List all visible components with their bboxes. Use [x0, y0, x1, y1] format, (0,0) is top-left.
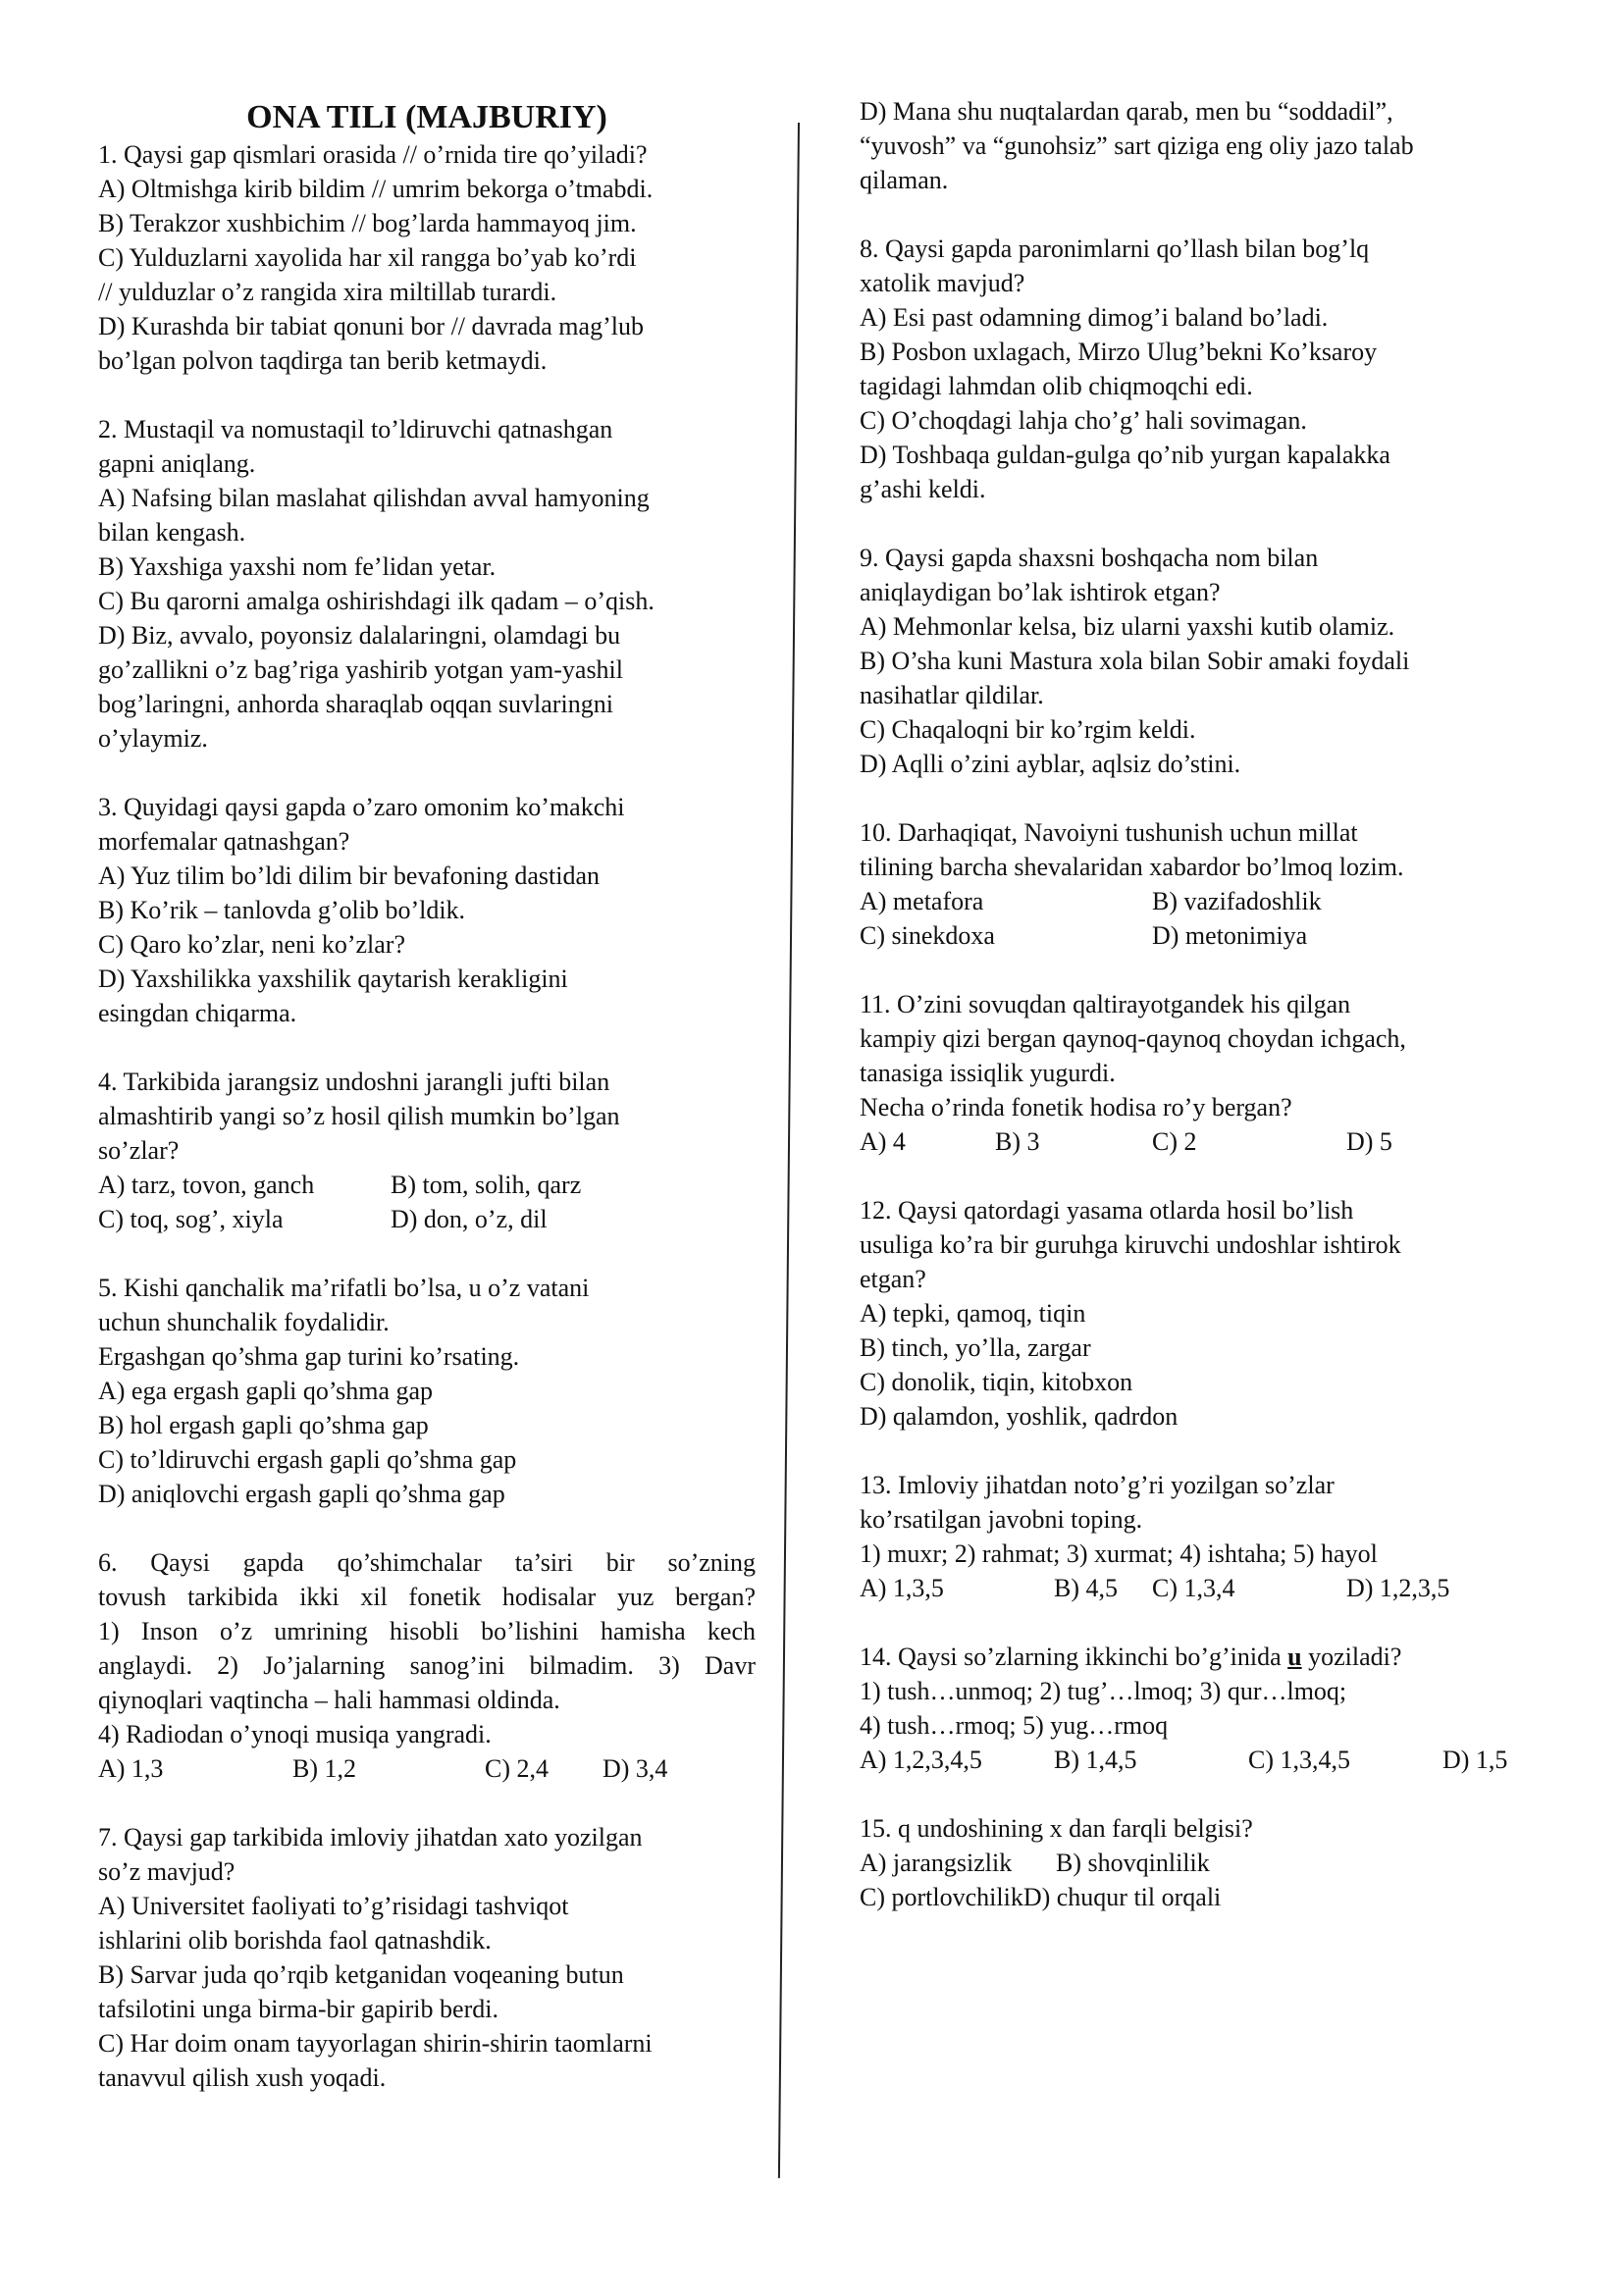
- q2-line: o’ylaymiz.: [98, 724, 208, 753]
- q6-line: 4) Radiodan o’ynoqi musiqa yangradi.: [98, 1720, 492, 1748]
- q6-options-row: [98, 1751, 756, 1786]
- q3-line: esingdan chiqarma.: [98, 999, 297, 1027]
- q7-line: ishlarini olib borishda faol qatnashdik.: [98, 1926, 492, 1955]
- q12-line: 12. Qaysi qatordagi yasama otlarda hosil bo’lish: [860, 1196, 1354, 1225]
- q14-line: 1) tush…unmoq; 2) tug’…lmoq; 3) qur…lmoq;: [860, 1677, 1347, 1705]
- q11-options-row: [860, 1124, 1527, 1159]
- q6-option-b: B) 1,2: [292, 1754, 356, 1783]
- page-title: ONA TILI (MAJBURIY): [246, 99, 607, 135]
- q5-line: 5. Kishi qanchalik ma’rifatli bo’lsa, u o’z vatani: [98, 1274, 590, 1302]
- q12-line: usuliga ko’ra bir guruhga kiruvchi undoshlar ishtirok: [860, 1230, 1401, 1259]
- q7-line: tafsilotini unga birma-bir gapirib berdi.: [98, 1995, 498, 2023]
- q12-line: B) tinch, yo’lla, zargar: [860, 1333, 1091, 1362]
- q6-line: qiynoqlari vaqtincha – hali hammasi oldinda.: [98, 1686, 560, 1714]
- q4-line: 4. Tarkibida jarangsiz undoshni jarangli jufti bilan: [98, 1068, 610, 1096]
- q6-line: 6. Qaysi gapda qo’shimchalar ta’siri bir so’zning: [98, 1548, 756, 1577]
- question-14: [860, 1640, 1527, 1777]
- q10-line: 10. Darhaqiqat, Navoiyni tushunish uchun millat: [860, 818, 1358, 847]
- question-9: [860, 541, 1527, 781]
- q15-option-b: B) shovqinlilik: [1056, 1849, 1210, 1877]
- q8-line: tagidagi lahmdan olib chiqmoqchi edi.: [860, 372, 1253, 400]
- q4-options-row: [98, 1168, 756, 1202]
- q15-options-row: [860, 1880, 1527, 1914]
- q5-line: A) ega ergash gapli qo’shma gap: [98, 1377, 434, 1405]
- q4-option-d: D) don, o’z, dil: [391, 1205, 548, 1233]
- q5-line: uchun shunchalik foydalidir.: [98, 1308, 390, 1336]
- q11-line: Necha o’rinda fonetik hodisa ro’y bergan?: [860, 1093, 1292, 1121]
- q11-line: kampiy qizi bergan qaynoq-qaynoq choydan ichgach,: [860, 1024, 1406, 1053]
- q5-line: B) hol ergash gapli qo’shma gap: [98, 1411, 429, 1439]
- q2-line: D) Biz, avvalo, poyonsiz dalalaringni, olamdagi bu: [98, 621, 621, 650]
- q13-line: 1) muxr; 2) rahmat; 3) xurmat; 4) ishtaha; 5) hayol: [860, 1539, 1378, 1568]
- q6-option-c: C) 2,4: [485, 1754, 549, 1783]
- q1-line: A) Oltmishga kirib bildim // umrim bekorga o’tmabdi.: [98, 175, 654, 203]
- q7-line: A) Universitet faoliyati to’g’risidagi tashviqot: [98, 1892, 569, 1920]
- question-6: [98, 1545, 756, 1786]
- q3-line: A) Yuz tilim bo’ldi dilim bir bevafoning dastidan: [98, 861, 601, 890]
- question-15: [860, 1811, 1527, 1914]
- q2-line: C) Bu qarorni amalga oshirishdagi ilk qadam – o’qish.: [98, 587, 655, 615]
- q4-line: almashtirib yangi so’z hosil qilish mumkin bo’lgan: [98, 1102, 620, 1130]
- q14-option-d: D) 1,5: [1442, 1746, 1508, 1774]
- q7-cont-line: “yuvosh” va “gunohsiz” sart qiziga eng oliy jazo talab: [860, 131, 1414, 160]
- q8-line: D) Toshbaqa guldan-gulga qo’nib yurgan kapalakka: [860, 441, 1390, 469]
- q7-line: 7. Qaysi gap tarkibida imloviy jihatdan xato yozilgan: [98, 1823, 643, 1852]
- q13-option-c: C) 1,3,4: [1152, 1574, 1235, 1602]
- q1-line: 1. Qaysi gap qismlari orasida // o’rnida tire qo’yiladi?: [98, 140, 648, 169]
- q8-line: C) O’choqdagi lahja cho’g’ hali sovimagan.: [860, 406, 1307, 435]
- q8-line: g’ashi keldi.: [860, 475, 986, 503]
- q2-line: gapni aniqlang.: [98, 449, 256, 478]
- q14-option-b: B) 1,4,5: [1054, 1746, 1137, 1774]
- question-5: [98, 1271, 756, 1511]
- question-7-continued: [860, 94, 1527, 197]
- question-12: [860, 1193, 1527, 1434]
- q10-option-a: A) metafora: [860, 887, 984, 915]
- q3-line: B) Ko’rik – tanlovda g’olib bo’ldik.: [98, 896, 466, 924]
- q14-option-c: C) 1,3,4,5: [1248, 1746, 1350, 1774]
- q14-stem-letter: u: [1287, 1643, 1302, 1671]
- q8-line: 8. Qaysi gapda paronimlarni qo’llash bilan bog’lq: [860, 235, 1370, 263]
- q12-line: C) donolik, tiqin, kitobxon: [860, 1368, 1133, 1396]
- q11-option-c: C) 2: [1152, 1127, 1197, 1156]
- q8-line: A) Esi past odamning dimog’i baland bo’ladi.: [860, 303, 1329, 332]
- q10-line: tilining barcha shevalaridan xabardor bo’lmoq lozim.: [860, 853, 1404, 881]
- q14-stem-after: yoziladi?: [1301, 1643, 1402, 1671]
- q4-option-c: C) toq, sog’, xiyla: [98, 1205, 284, 1233]
- q12-line: A) tepki, qamoq, tiqin: [860, 1299, 1086, 1328]
- q1-line: // yulduzlar o’z rangida xira miltillab turardi.: [98, 278, 557, 306]
- q13-line: ko’rsatilgan javobni toping.: [860, 1505, 1143, 1534]
- q3-line: D) Yaxshilikka yaxshilik qaytarish kerakligini: [98, 965, 568, 993]
- q12-line: etgan?: [860, 1265, 926, 1293]
- q7-line: so’z mavjud?: [98, 1857, 236, 1886]
- q4-option-b: B) tom, solih, qarz: [391, 1171, 582, 1199]
- q11-line: tanasiga issiqlik yugurdi.: [860, 1059, 1116, 1087]
- q10-options-row: [860, 884, 1527, 918]
- q12-line: D) qalamdon, yoshlik, qadrdon: [860, 1402, 1179, 1431]
- q11-option-b: B) 3: [995, 1127, 1040, 1156]
- q9-line: D) Aqlli o’zini ayblar, aqlsiz do’stini.: [860, 750, 1241, 778]
- q7-line: B) Sarvar juda qo’rqib ketganidan voqeaning butun: [98, 1960, 624, 1989]
- q5-line: D) aniqlovchi ergash gapli qo’shma gap: [98, 1480, 505, 1508]
- q2-line: 2. Mustaqil va nomustaqil to’ldiruvchi qatnashgan: [98, 415, 613, 443]
- q9-line: A) Mehmonlar kelsa, biz ularni yaxshi kutib olamiz.: [860, 612, 1395, 641]
- question-3: [98, 790, 756, 1030]
- q14-line: 4) tush…rmoq; 5) yug…rmoq: [860, 1711, 1169, 1740]
- q4-line: so’zlar?: [98, 1136, 180, 1165]
- right-column: [860, 94, 1527, 1949]
- column-divider: [778, 123, 800, 2178]
- q3-line: 3. Quyidagi qaysi gapda o’zaro omonim ko’makchi: [98, 793, 625, 821]
- q6-line: 1) Inson o’z umrining hisobli bo’lishini hamisha kech: [98, 1617, 756, 1645]
- question-10: [860, 815, 1527, 953]
- q10-option-c: C) sinekdoxa: [860, 921, 995, 950]
- q3-line: morfemalar qatnashgan?: [98, 827, 350, 856]
- q1-line: D) Kurashda bir tabiat qonuni bor // davrada mag’lub: [98, 312, 644, 340]
- q15-option-c: C) portlovchilik: [860, 1883, 1023, 1911]
- q2-line: A) Nafsing bilan maslahat qilishdan avval hamyoning: [98, 484, 650, 512]
- q9-line: 9. Qaysi gapda shaxsni boshqacha nom bilan: [860, 544, 1319, 572]
- question-8: [860, 232, 1527, 506]
- q2-line: bog’laringni, anhorda sharaqlab oqqan suvlaringni: [98, 690, 613, 718]
- q6-line: anglaydi. 2) Jo’jalarning sanog’ini bilmadim. 3) Davr: [98, 1651, 756, 1680]
- q1-line: bo’lgan polvon taqdirga tan berib ketmaydi.: [98, 346, 548, 375]
- q11-option-d: D) 5: [1346, 1127, 1392, 1156]
- q14-option-a: A) 1,2,3,4,5: [860, 1746, 982, 1774]
- q7-cont-line: qilaman.: [860, 166, 949, 194]
- q15-option-d: D) chuqur til orqali: [1022, 1883, 1222, 1911]
- question-13: [860, 1468, 1527, 1605]
- q13-option-a: A) 1,3,5: [860, 1574, 944, 1602]
- q7-line: C) Har doim onam tayyorlagan shirin-shirin taomlarni: [98, 2029, 653, 2058]
- q3-line: C) Qaro ko’zlar, neni ko’zlar?: [98, 930, 405, 959]
- q13-options-row: [860, 1571, 1527, 1605]
- q2-line: B) Yaxshiga yaxshi nom fe’lidan yetar.: [98, 552, 497, 581]
- q8-line: xatolik mavjud?: [860, 269, 1025, 297]
- q15-options-row: [860, 1846, 1527, 1880]
- q5-line: Ergashgan qo’shma gap turini ko’rsating.: [98, 1342, 520, 1371]
- q7-line: tanavvul qilish xush yoqadi.: [98, 2063, 387, 2092]
- q2-line: go’zallikni o’z bag’riga yashirib yotgan yam-yashil: [98, 655, 624, 684]
- question-2: [98, 412, 756, 756]
- left-column: [98, 96, 756, 2129]
- q11-option-a: A) 4: [860, 1127, 906, 1156]
- q9-line: C) Chaqaloqni bir ko’rgim keldi.: [860, 715, 1196, 744]
- q9-line: B) O’sha kuni Mastura xola bilan Sobir amaki foydali: [860, 647, 1410, 675]
- q2-line: bilan kengash.: [98, 518, 246, 547]
- q6-line: tovush tarkibida ikki xil fonetik hodisalar yuz bergan?: [98, 1583, 756, 1611]
- q4-option-a: A) tarz, tovon, ganch: [98, 1171, 315, 1199]
- q1-line: C) Yulduzlarni xayolida har xil rangga bo’yab ko’rdi: [98, 243, 637, 272]
- q11-line: 11. O’zini sovuqdan qaltirayotgandek his qilgan: [860, 990, 1351, 1018]
- q6-option-d: D) 3,4: [602, 1754, 668, 1783]
- q14-stem-before: 14. Qaysi so’zlarning ikkinchi bo’g’inida: [860, 1643, 1288, 1671]
- q6-option-a: A) 1,3: [98, 1754, 164, 1783]
- q1-line: B) Terakzor xushbichim // bog’larda hammayoq jim.: [98, 209, 637, 237]
- q8-line: B) Posbon uxlagach, Mirzo Ulug’bekni Ko’ksaroy: [860, 338, 1378, 366]
- q13-line: 13. Imloviy jihatdan noto’g’ri yozilgan so’zlar: [860, 1471, 1335, 1499]
- question-4: [98, 1065, 756, 1236]
- q9-line: nasihatlar qildilar.: [860, 681, 1044, 709]
- q10-option-b: B) vazifadoshlik: [1152, 887, 1322, 915]
- q15-option-a: A) jarangsizlik: [860, 1849, 1013, 1877]
- q7-cont-line: D) Mana shu nuqtalardan qarab, men bu “soddadil”,: [860, 97, 1393, 126]
- q14-stem: [860, 1640, 1527, 1674]
- q14-options-row: [860, 1743, 1527, 1777]
- q13-option-d: D) 1,2,3,5: [1346, 1574, 1450, 1602]
- question-11: [860, 987, 1527, 1159]
- q10-option-d: D) metonimiya: [1152, 921, 1308, 950]
- question-7: [98, 1820, 756, 2095]
- q10-options-row: [860, 918, 1527, 953]
- q13-option-b: B) 4,5: [1054, 1574, 1118, 1602]
- q15-line: 15. q undoshining x dan farqli belgisi?: [860, 1814, 1253, 1843]
- q5-line: C) to’ldiruvchi ergash gapli qo’shma gap: [98, 1445, 517, 1474]
- q9-line: aniqlaydigan bo’lak ishtirok etgan?: [860, 578, 1221, 606]
- question-1: [98, 137, 756, 378]
- q4-options-row: [98, 1202, 756, 1236]
